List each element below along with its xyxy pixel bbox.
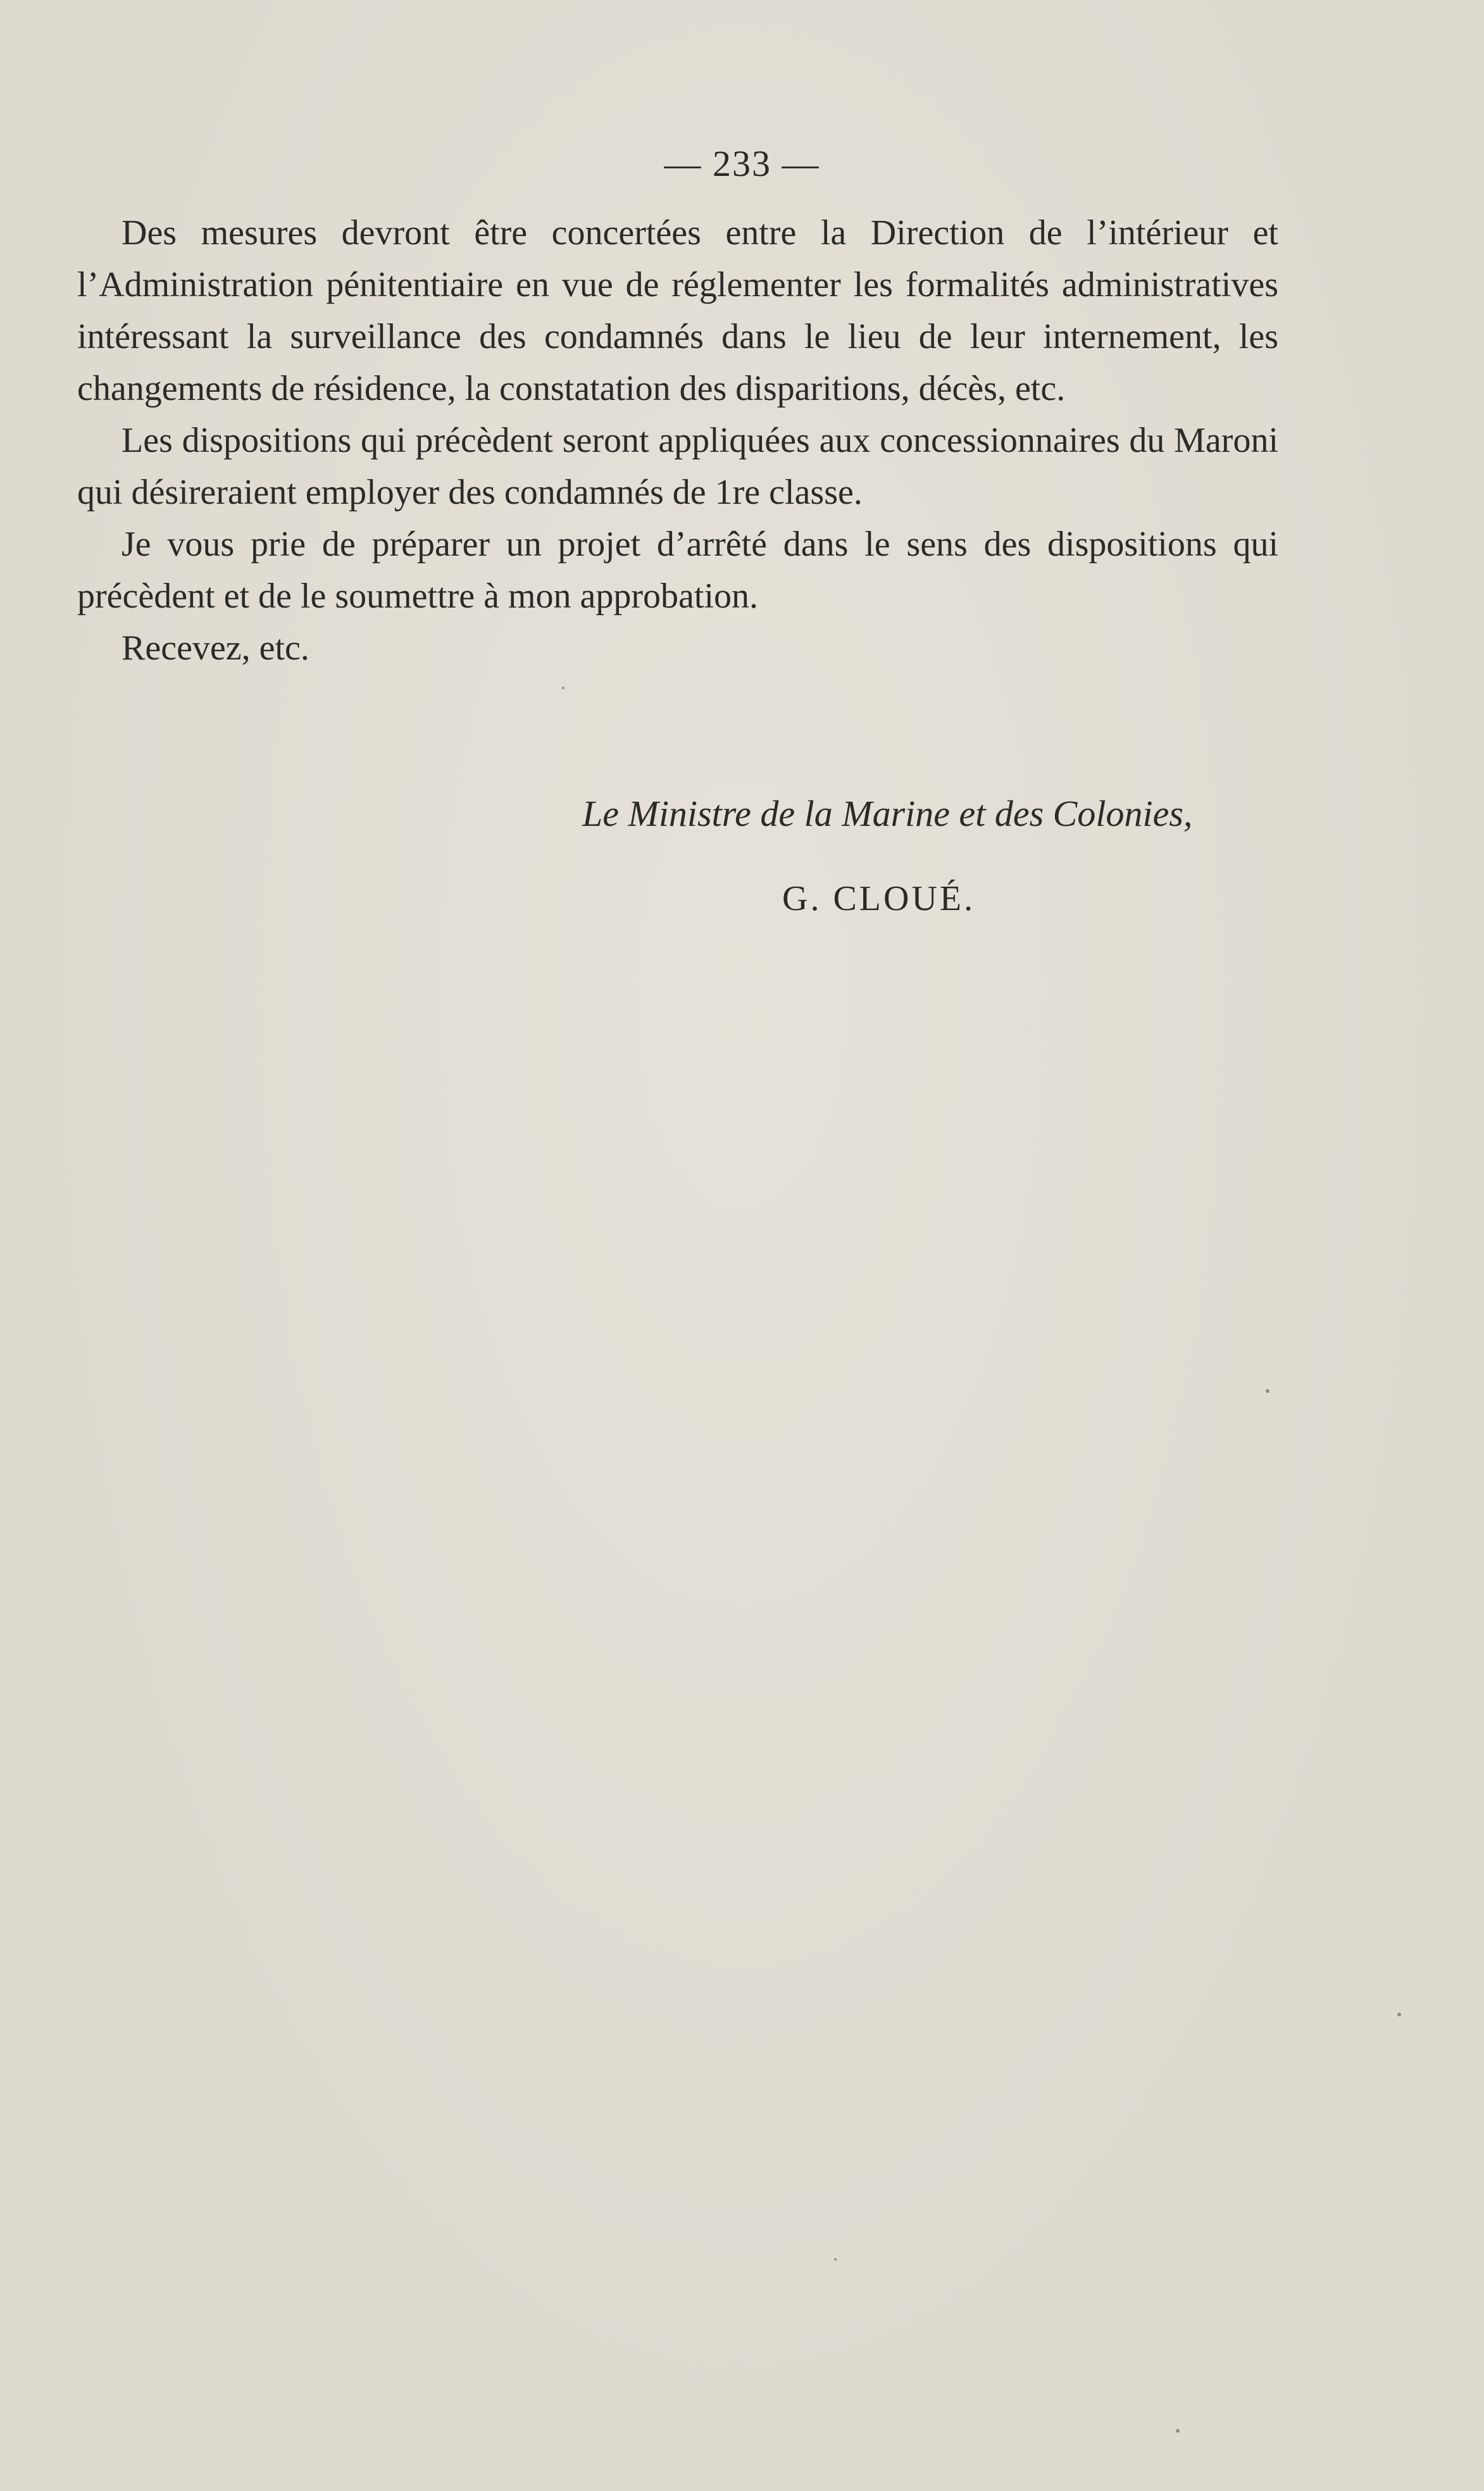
paper-speck bbox=[834, 2258, 837, 2261]
page-number: — 233 — bbox=[664, 143, 820, 184]
paper-speck bbox=[1266, 1389, 1269, 1393]
paragraph: Les dispositions qui précèdent seront appliquées aux concessionnaires du Maroni qui désireraient employer des condamnés de 1re classe. bbox=[77, 421, 1278, 512]
paragraph: Des mesures devront être concertées entre la Direction de l’intérieur et l’Administration pénitentiaire en vue de réglementer les formalités administratives intéressant la surveillance des condamnés dans le lieu de leur internement, les changements de résidence, la constatation des disparitions, décès, etc. bbox=[77, 213, 1278, 408]
paragraph: Je vous prie de préparer un projet d’arrêté dans le sens des dispositions qui précèdent et de le soumettre à mon approbation. bbox=[77, 525, 1278, 616]
signature-title: Le Ministre de la Marine et des Colonies, bbox=[582, 793, 1193, 834]
closing-salutation: Recevez, etc. bbox=[122, 628, 309, 668]
paper-speck bbox=[1176, 2429, 1180, 2433]
paper-speck bbox=[1397, 2013, 1401, 2016]
letter-body bbox=[77, 207, 1278, 674]
paper-speck bbox=[562, 687, 564, 689]
signature-name: G. CLOUÉ. bbox=[782, 879, 976, 918]
